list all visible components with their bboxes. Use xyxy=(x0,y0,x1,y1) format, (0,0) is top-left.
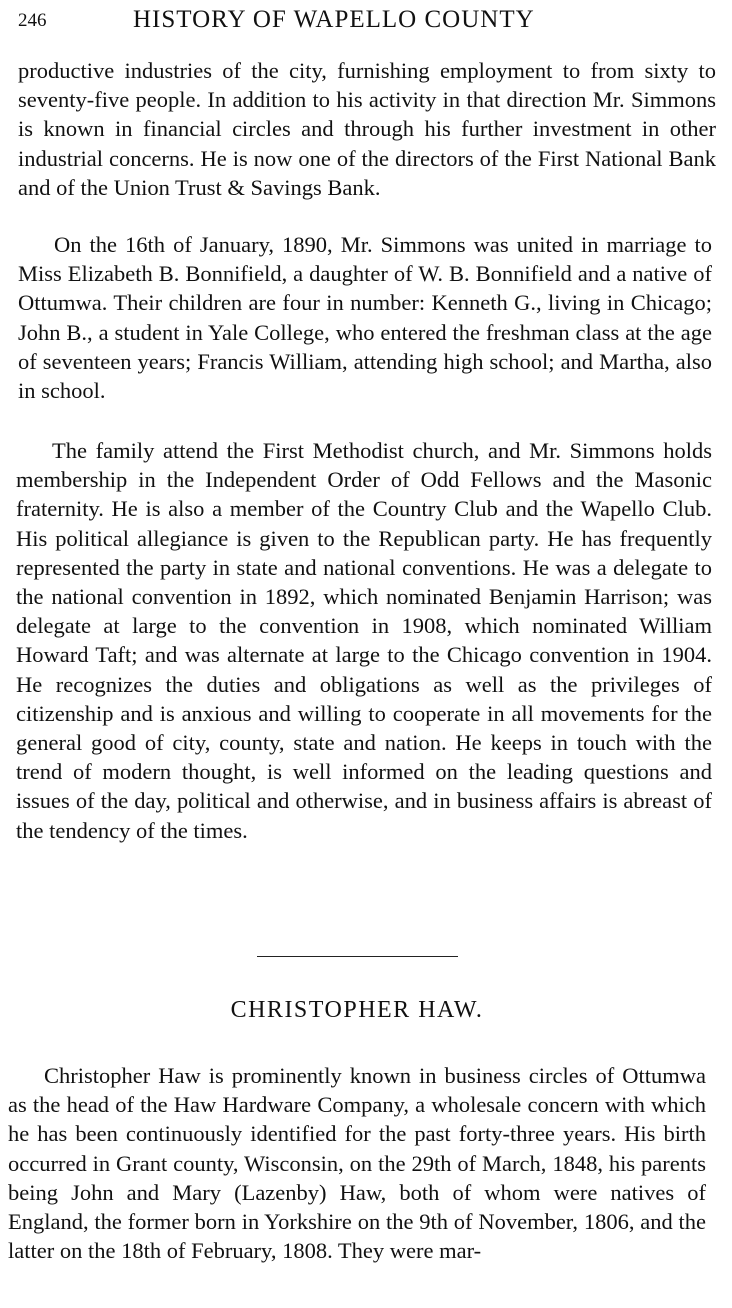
paragraph-simmons-industries: productive industries of the city, furnishing employment to from sixty to seventy-five people. In addition to his activity in that direction Mr. Simmons is known in financial circles and through his further investment in other industrial concerns. He is now one of the directors of the First National Bank and of the Union Trust & Savings Bank. xyxy=(18,58,716,200)
running-head xyxy=(18,6,718,40)
paragraph-simmons-affiliations: The family attend the First Methodist church, and Mr. Simmons holds membership in the Independent Order of Odd Fellows and the Masonic fraternity. He is also a member of the Country Club and the Wapello Club. His political allegiance is given to the Republican party. He has frequently represented the party in state and national conventions. He was a delegate to the national convention in 1892, which nominated Benjamin Harrison; was delegate at large to the convention in 1908, which nominated William Howard Taft; and was alternate at large to the Chicago convention in 1904. He recognizes the duties and obligations as well as the privileges of citizenship and is anxious and willing to cooperate in all movements for the general good of city, county, state and nation. He keeps in touch with the trend of modern thought, is well informed on the leading questions and issues of the day, political and otherwise, and in business affairs is abreast of the tendency of the times. xyxy=(16,438,712,843)
page-number: 246 xyxy=(18,10,47,31)
paragraph-simmons-marriage: On the 16th of January, 1890, Mr. Simmons was united in marriage to Miss Elizabeth B. Bonnifield, a daughter of W. B. Bonnifield and a native of Ottumwa. Their children are four in number: Kenneth G., living in Chicago; John B., a student in Yale College, who entered the freshman class at the age of seventeen years; Francis William, attending high school; and Martha, also in school. xyxy=(18,232,712,404)
running-title: HISTORY OF WAPELLO COUNTY xyxy=(133,6,535,33)
section-divider xyxy=(257,956,458,957)
paragraph-haw-biography: Christopher Haw is prominently known in business circles of Ottumwa as the head of the Haw Hardware Company, a wholesale concern with which he has been continuously identified for the past forty-three years. His birth occurred in Grant county, Wisconsin, on the 29th of March, 1848, his parents being John and Mary (Lazenby) Haw, both of whom were natives of England, the former born in Yorkshire on the 9th of November, 1806, and the latter on the 18th of February, 1808. They were mar- xyxy=(8,1063,706,1264)
section-heading: CHRISTOPHER HAW. xyxy=(230,997,484,1023)
